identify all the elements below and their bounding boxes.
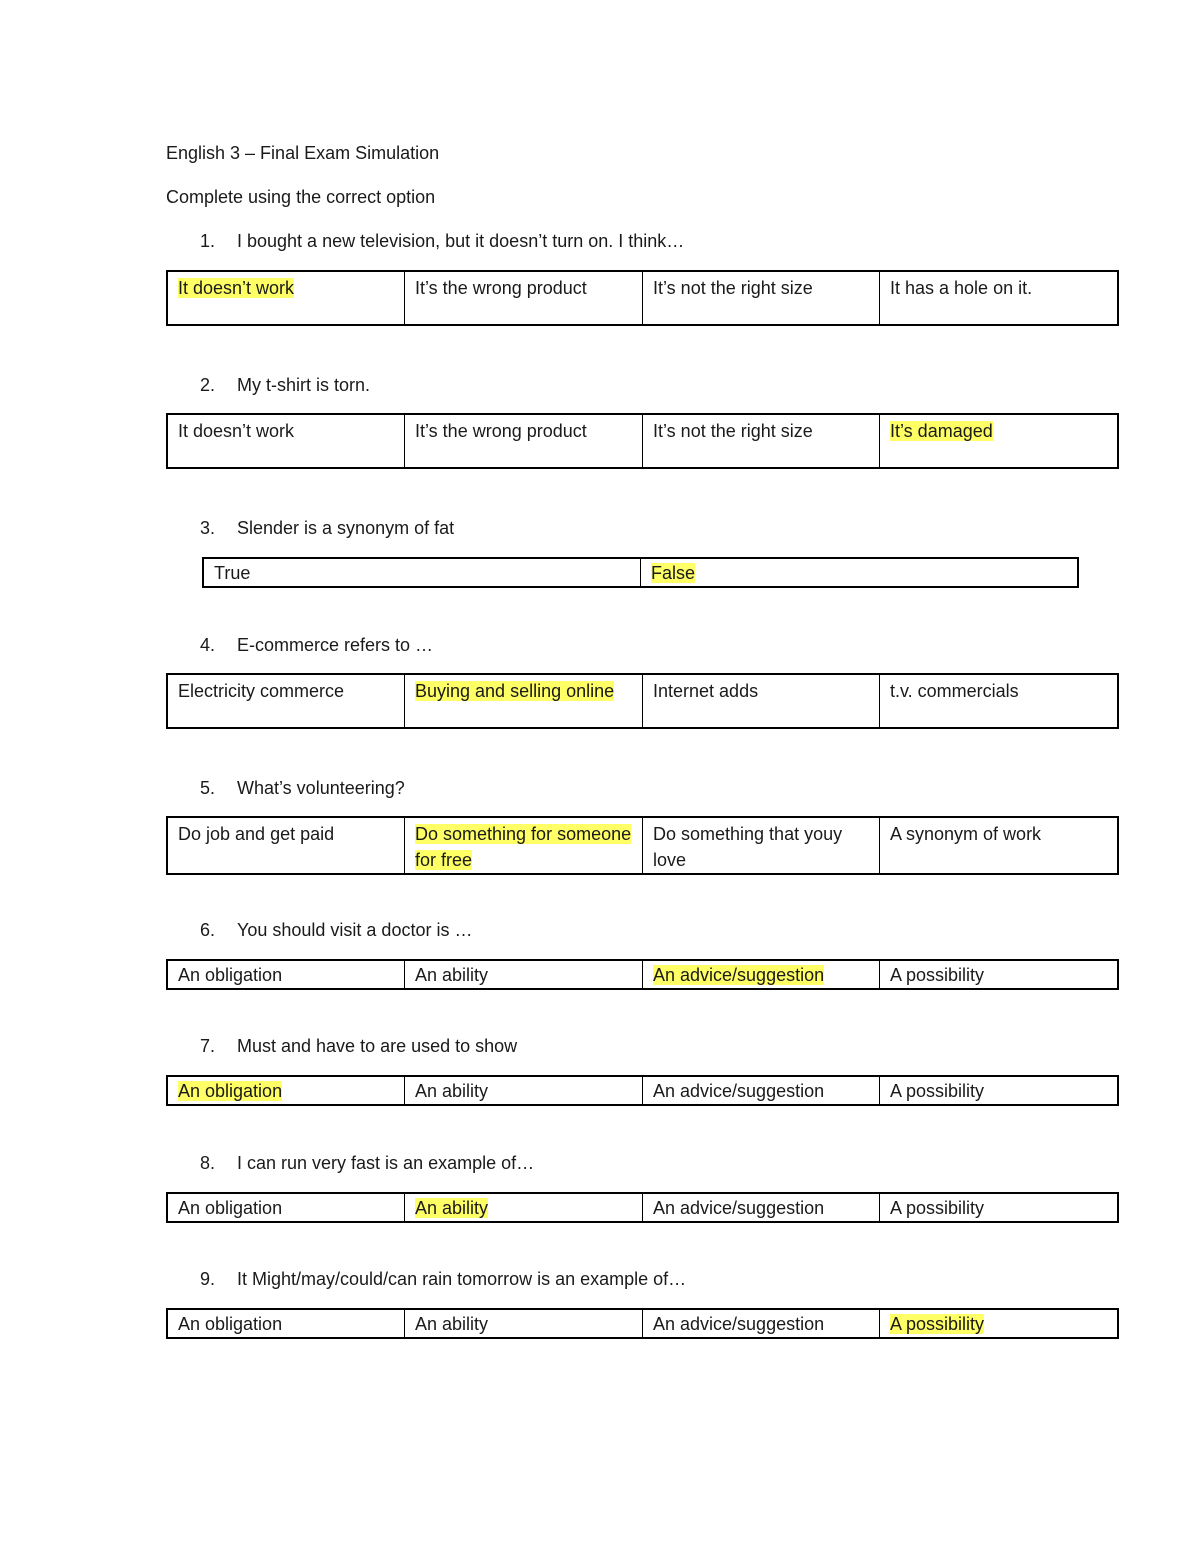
option-cell[interactable]: [643, 1309, 880, 1338]
option-label: A possibility: [890, 1198, 985, 1218]
option-cell[interactable]: [167, 960, 405, 989]
option-label: An obligation: [178, 965, 283, 985]
option-label: A possibility: [890, 1081, 985, 1101]
option-label-selected: It doesn’t work: [178, 278, 295, 298]
option-cell[interactable]: [643, 1193, 880, 1222]
option-cell[interactable]: [643, 674, 880, 728]
option-label: A possibility: [890, 965, 985, 985]
question-text: What’s volunteering?: [237, 778, 405, 798]
option-label: It has a hole on it.: [890, 278, 1033, 298]
option-label: It’s the wrong product: [415, 278, 587, 298]
option-cell[interactable]: [880, 1193, 1119, 1222]
question-text: I can run very fast is an example of…: [237, 1153, 535, 1173]
option-label-selected: It’s damaged: [890, 421, 993, 441]
options-table-6: [166, 959, 1119, 990]
question-text: E-commerce refers to …: [237, 635, 434, 655]
options-table-9: [166, 1308, 1119, 1339]
option-label-selected: Buying and selling online: [415, 681, 615, 701]
question-number: 4.: [200, 635, 216, 655]
options-table-8: [166, 1192, 1119, 1223]
option-cell[interactable]: [880, 960, 1119, 989]
question-text: I bought a new television, but it doesn’t turn on. I think…: [237, 231, 685, 251]
option-label-selected: False: [651, 563, 696, 583]
options-table-3: [202, 557, 1079, 588]
option-cell[interactable]: [405, 1309, 643, 1338]
option-cell[interactable]: [643, 817, 880, 874]
question-text: My t-shirt is torn.: [237, 375, 371, 395]
option-label-selected: A possibility: [890, 1314, 985, 1334]
instruction-text: Complete using the correct option: [166, 187, 436, 207]
question-text: It Might/may/could/can rain tomorrow is an example of…: [237, 1269, 687, 1289]
option-cell[interactable]: [167, 674, 405, 728]
option-label: An ability: [415, 965, 489, 985]
question-number: 2.: [200, 375, 216, 395]
page-title: English 3 – Final Exam Simulation: [166, 143, 440, 163]
option-cell[interactable]: [643, 271, 880, 325]
question-text: Slender is a synonym of fat: [237, 518, 455, 538]
option-cell[interactable]: [880, 414, 1119, 468]
option-cell[interactable]: [167, 414, 405, 468]
options-table-2: [166, 413, 1119, 469]
question-number: 5.: [200, 778, 216, 798]
option-label: It’s the wrong product: [415, 421, 587, 441]
question-number: 3.: [200, 518, 216, 538]
option-cell[interactable]: [880, 1309, 1119, 1338]
option-label: t.v. commercials: [890, 681, 1019, 701]
option-label-selected: Do something for someone for free: [415, 824, 632, 870]
question-number: 7.: [200, 1036, 216, 1056]
option-label: It doesn’t work: [178, 421, 295, 441]
option-label: An ability: [415, 1081, 489, 1101]
option-cell[interactable]: [203, 558, 641, 587]
option-label: It’s not the right size: [653, 278, 813, 298]
option-label: Do job and get paid: [178, 824, 335, 844]
option-label: An advice/suggestion: [653, 1198, 825, 1218]
option-label: Internet adds: [653, 681, 759, 701]
option-label-selected: An ability: [415, 1198, 489, 1218]
option-label: An advice/suggestion: [653, 1081, 825, 1101]
option-cell[interactable]: [167, 271, 405, 325]
option-label: Do something that youy love: [653, 824, 843, 870]
options-table-4: [166, 673, 1119, 729]
question-number: 8.: [200, 1153, 216, 1173]
option-label-selected: An advice/suggestion: [653, 965, 825, 985]
question-number: 9.: [200, 1269, 216, 1289]
option-cell[interactable]: [405, 817, 643, 874]
option-cell[interactable]: [643, 414, 880, 468]
option-label: It’s not the right size: [653, 421, 813, 441]
question-text: Must and have to are used to show: [237, 1036, 518, 1056]
option-cell[interactable]: [643, 1076, 880, 1105]
options-table-7: [166, 1075, 1119, 1106]
option-cell[interactable]: [405, 414, 643, 468]
option-cell[interactable]: [167, 1309, 405, 1338]
options-table-5: [166, 816, 1119, 875]
option-cell[interactable]: [167, 1076, 405, 1105]
option-label: An obligation: [178, 1314, 283, 1334]
question-number: 6.: [200, 920, 216, 940]
option-cell[interactable]: [880, 817, 1119, 874]
question-number: 1.: [200, 231, 216, 251]
option-cell[interactable]: [405, 1193, 643, 1222]
question-text: You should visit a doctor is …: [237, 920, 473, 940]
option-cell[interactable]: [880, 1076, 1119, 1105]
option-cell[interactable]: [641, 558, 1079, 587]
option-cell[interactable]: [167, 817, 405, 874]
option-cell[interactable]: [880, 271, 1119, 325]
options-table-1: [166, 270, 1119, 326]
option-label: An obligation: [178, 1198, 283, 1218]
option-label: An ability: [415, 1314, 489, 1334]
option-cell[interactable]: [405, 674, 643, 728]
option-cell[interactable]: [405, 271, 643, 325]
option-cell[interactable]: [405, 960, 643, 989]
option-label: True: [214, 563, 251, 583]
option-cell[interactable]: [880, 674, 1119, 728]
option-label-selected: An obligation: [178, 1081, 283, 1101]
option-cell[interactable]: [643, 960, 880, 989]
option-label: A synonym of work: [890, 824, 1042, 844]
option-label: An advice/suggestion: [653, 1314, 825, 1334]
option-label: Electricity commerce: [178, 681, 345, 701]
option-cell[interactable]: [405, 1076, 643, 1105]
option-cell[interactable]: [167, 1193, 405, 1222]
